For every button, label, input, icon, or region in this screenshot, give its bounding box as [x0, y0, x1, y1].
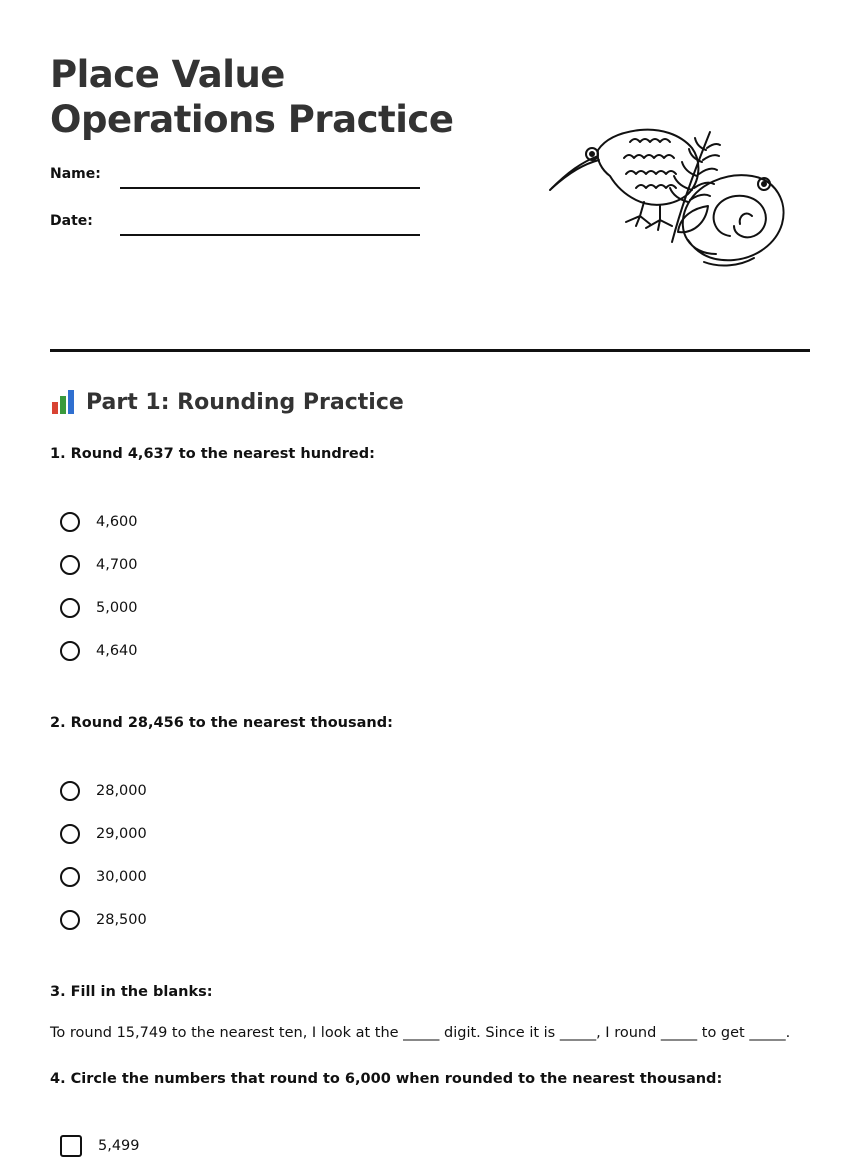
- q2-option-label: 28,000: [96, 783, 147, 799]
- q1-option-radio[interactable]: [60, 512, 80, 532]
- bar-chart-icon: [50, 388, 76, 416]
- section-divider: [50, 349, 810, 352]
- fill-in-blank-sentence[interactable]: To round 15,749 to the nearest ten, I look at the _____ digit. Since it is _____, I round _____ to get _____.: [50, 1025, 791, 1041]
- question-4-prompt: 4. Circle the numbers that round to 6,000 when rounded to the nearest thousand:: [50, 1071, 723, 1087]
- q2-option-radio[interactable]: [60, 910, 80, 930]
- name-label: Name:: [50, 166, 101, 182]
- question-2-prompt: 2. Round 28,456 to the nearest thousand:: [50, 715, 393, 731]
- part1-header: [50, 388, 404, 416]
- q2-option[interactable]: [60, 778, 147, 804]
- question-1-prompt: 1. Round 4,637 to the nearest hundred:: [50, 446, 375, 462]
- q1-option[interactable]: [60, 638, 138, 664]
- q2-option[interactable]: [60, 821, 147, 847]
- q1-option-radio[interactable]: [60, 555, 80, 575]
- q2-option[interactable]: [60, 864, 147, 890]
- q2-option[interactable]: [60, 907, 147, 933]
- q2-option-label: 28,500: [96, 912, 147, 928]
- date-label: Date:: [50, 213, 93, 229]
- q2-option-radio[interactable]: [60, 824, 80, 844]
- q4-option[interactable]: [60, 1133, 140, 1159]
- q2-option-radio[interactable]: [60, 867, 80, 887]
- part1-heading: Part 1: Rounding Practice: [86, 389, 404, 415]
- kiwi-illustration: [540, 112, 790, 272]
- q2-option-label: 29,000: [96, 826, 147, 842]
- q1-option-label: 5,000: [96, 600, 138, 616]
- name-field[interactable]: [120, 187, 420, 189]
- q1-option[interactable]: [60, 595, 138, 621]
- q1-option-label: 4,600: [96, 514, 138, 530]
- q1-option[interactable]: [60, 509, 138, 535]
- question-3-prompt: 3. Fill in the blanks:: [50, 984, 213, 1000]
- q4-option-label: 5,499: [98, 1138, 140, 1154]
- worksheet-title: Place Value Operations Practice: [50, 53, 454, 141]
- q1-option-label: 4,640: [96, 643, 138, 659]
- q1-option-label: 4,700: [96, 557, 138, 573]
- q1-option[interactable]: [60, 552, 138, 578]
- q1-option-radio[interactable]: [60, 641, 80, 661]
- q4-option-checkbox[interactable]: [60, 1135, 82, 1157]
- q2-option-label: 30,000: [96, 869, 147, 885]
- q2-option-radio[interactable]: [60, 781, 80, 801]
- q1-option-radio[interactable]: [60, 598, 80, 618]
- date-field[interactable]: [120, 234, 420, 236]
